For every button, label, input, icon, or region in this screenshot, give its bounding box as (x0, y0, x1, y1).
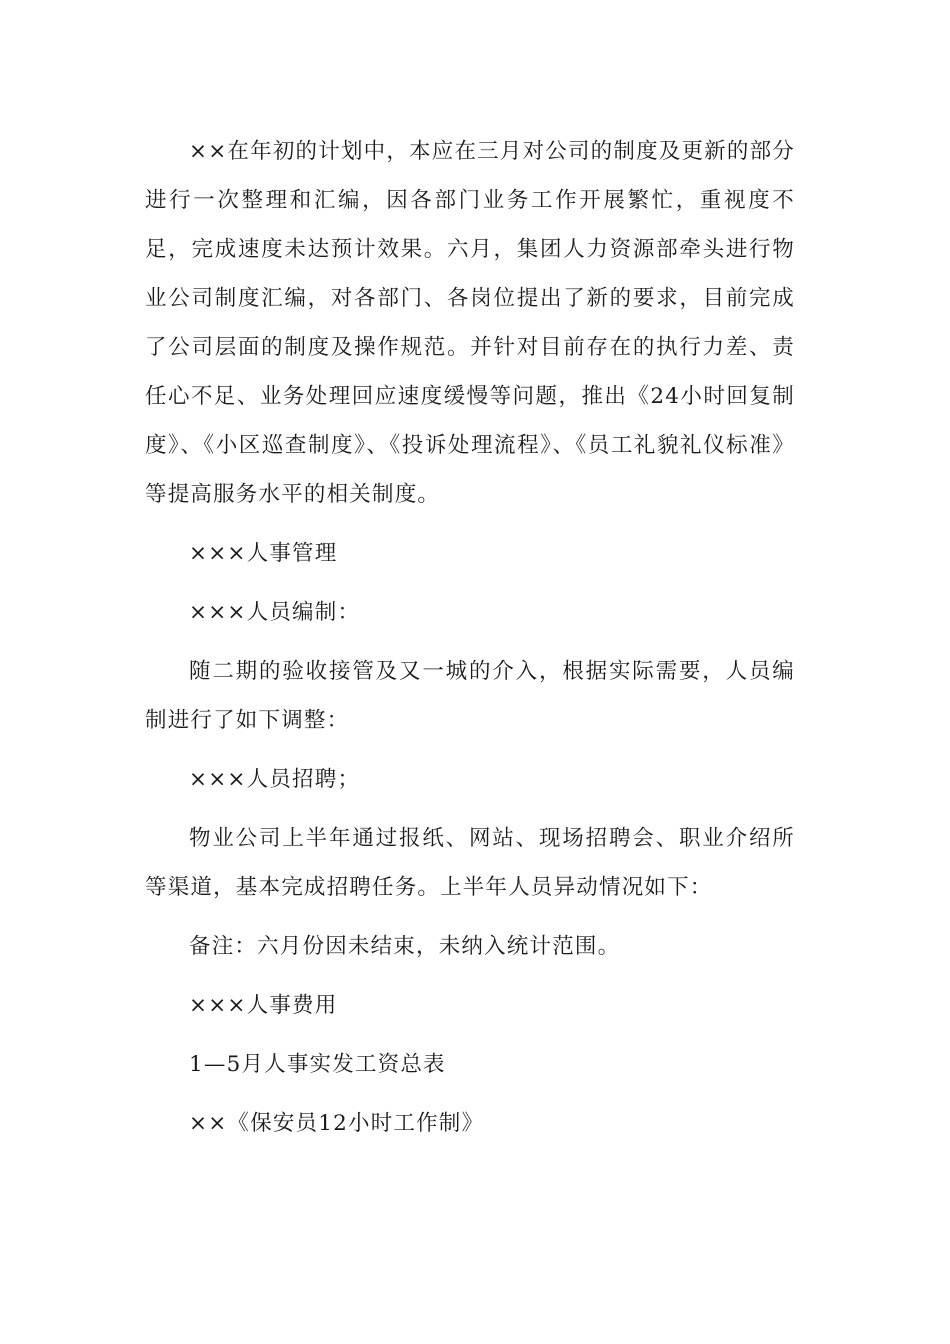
heading-recruitment: ×××人员招聘； (189, 767, 361, 792)
heading-guard-schedule: ××《保安员12小时工作制》 (189, 1111, 485, 1136)
heading-salary-table: 1—5月人事实发工资总表 (189, 1052, 446, 1077)
heading-personnel-management: ×××人事管理 (189, 541, 338, 566)
paragraph-recruitment: 物业公司上半年通过报纸、网站、现场招聘会、职业介绍所等渠道，基本完成招聘任务。上半年人员异动情况如下： (145, 826, 795, 900)
paragraph-system-compilation: ××在年初的计划中，本应在三月对公司的制度及更新的部分进行一次整理和汇编，因各部门业务工作开展繁忙，重视度不足，完成速度未达预计效果。六月，集团人力资源部牵头进行物业公司制度汇编，对各部门、各岗位提出了新的要求，目前完成了公司层面的制度及操作规范。并针对目前存在的执行力差、责任心不足、业务处理回应速度缓慢等问题，推出《24小时回复制度》、《小区巡查制度》、《投诉处理流程》、《员工礼貌礼仪标准》等提高服务水平的相关制度。 (145, 139, 795, 507)
document-body (145, 127, 795, 1158)
paragraph-staffing-adjustment: 随二期的验收接管及又一城的介入，根据实际需要，人员编制进行了如下调整： (145, 659, 795, 733)
heading-staffing: ×××人员编制： (189, 600, 361, 625)
heading-personnel-costs: ×××人事费用 (189, 993, 338, 1018)
paragraph-note: 备注：六月份因未结束，未纳入统计范围。 (189, 934, 621, 959)
